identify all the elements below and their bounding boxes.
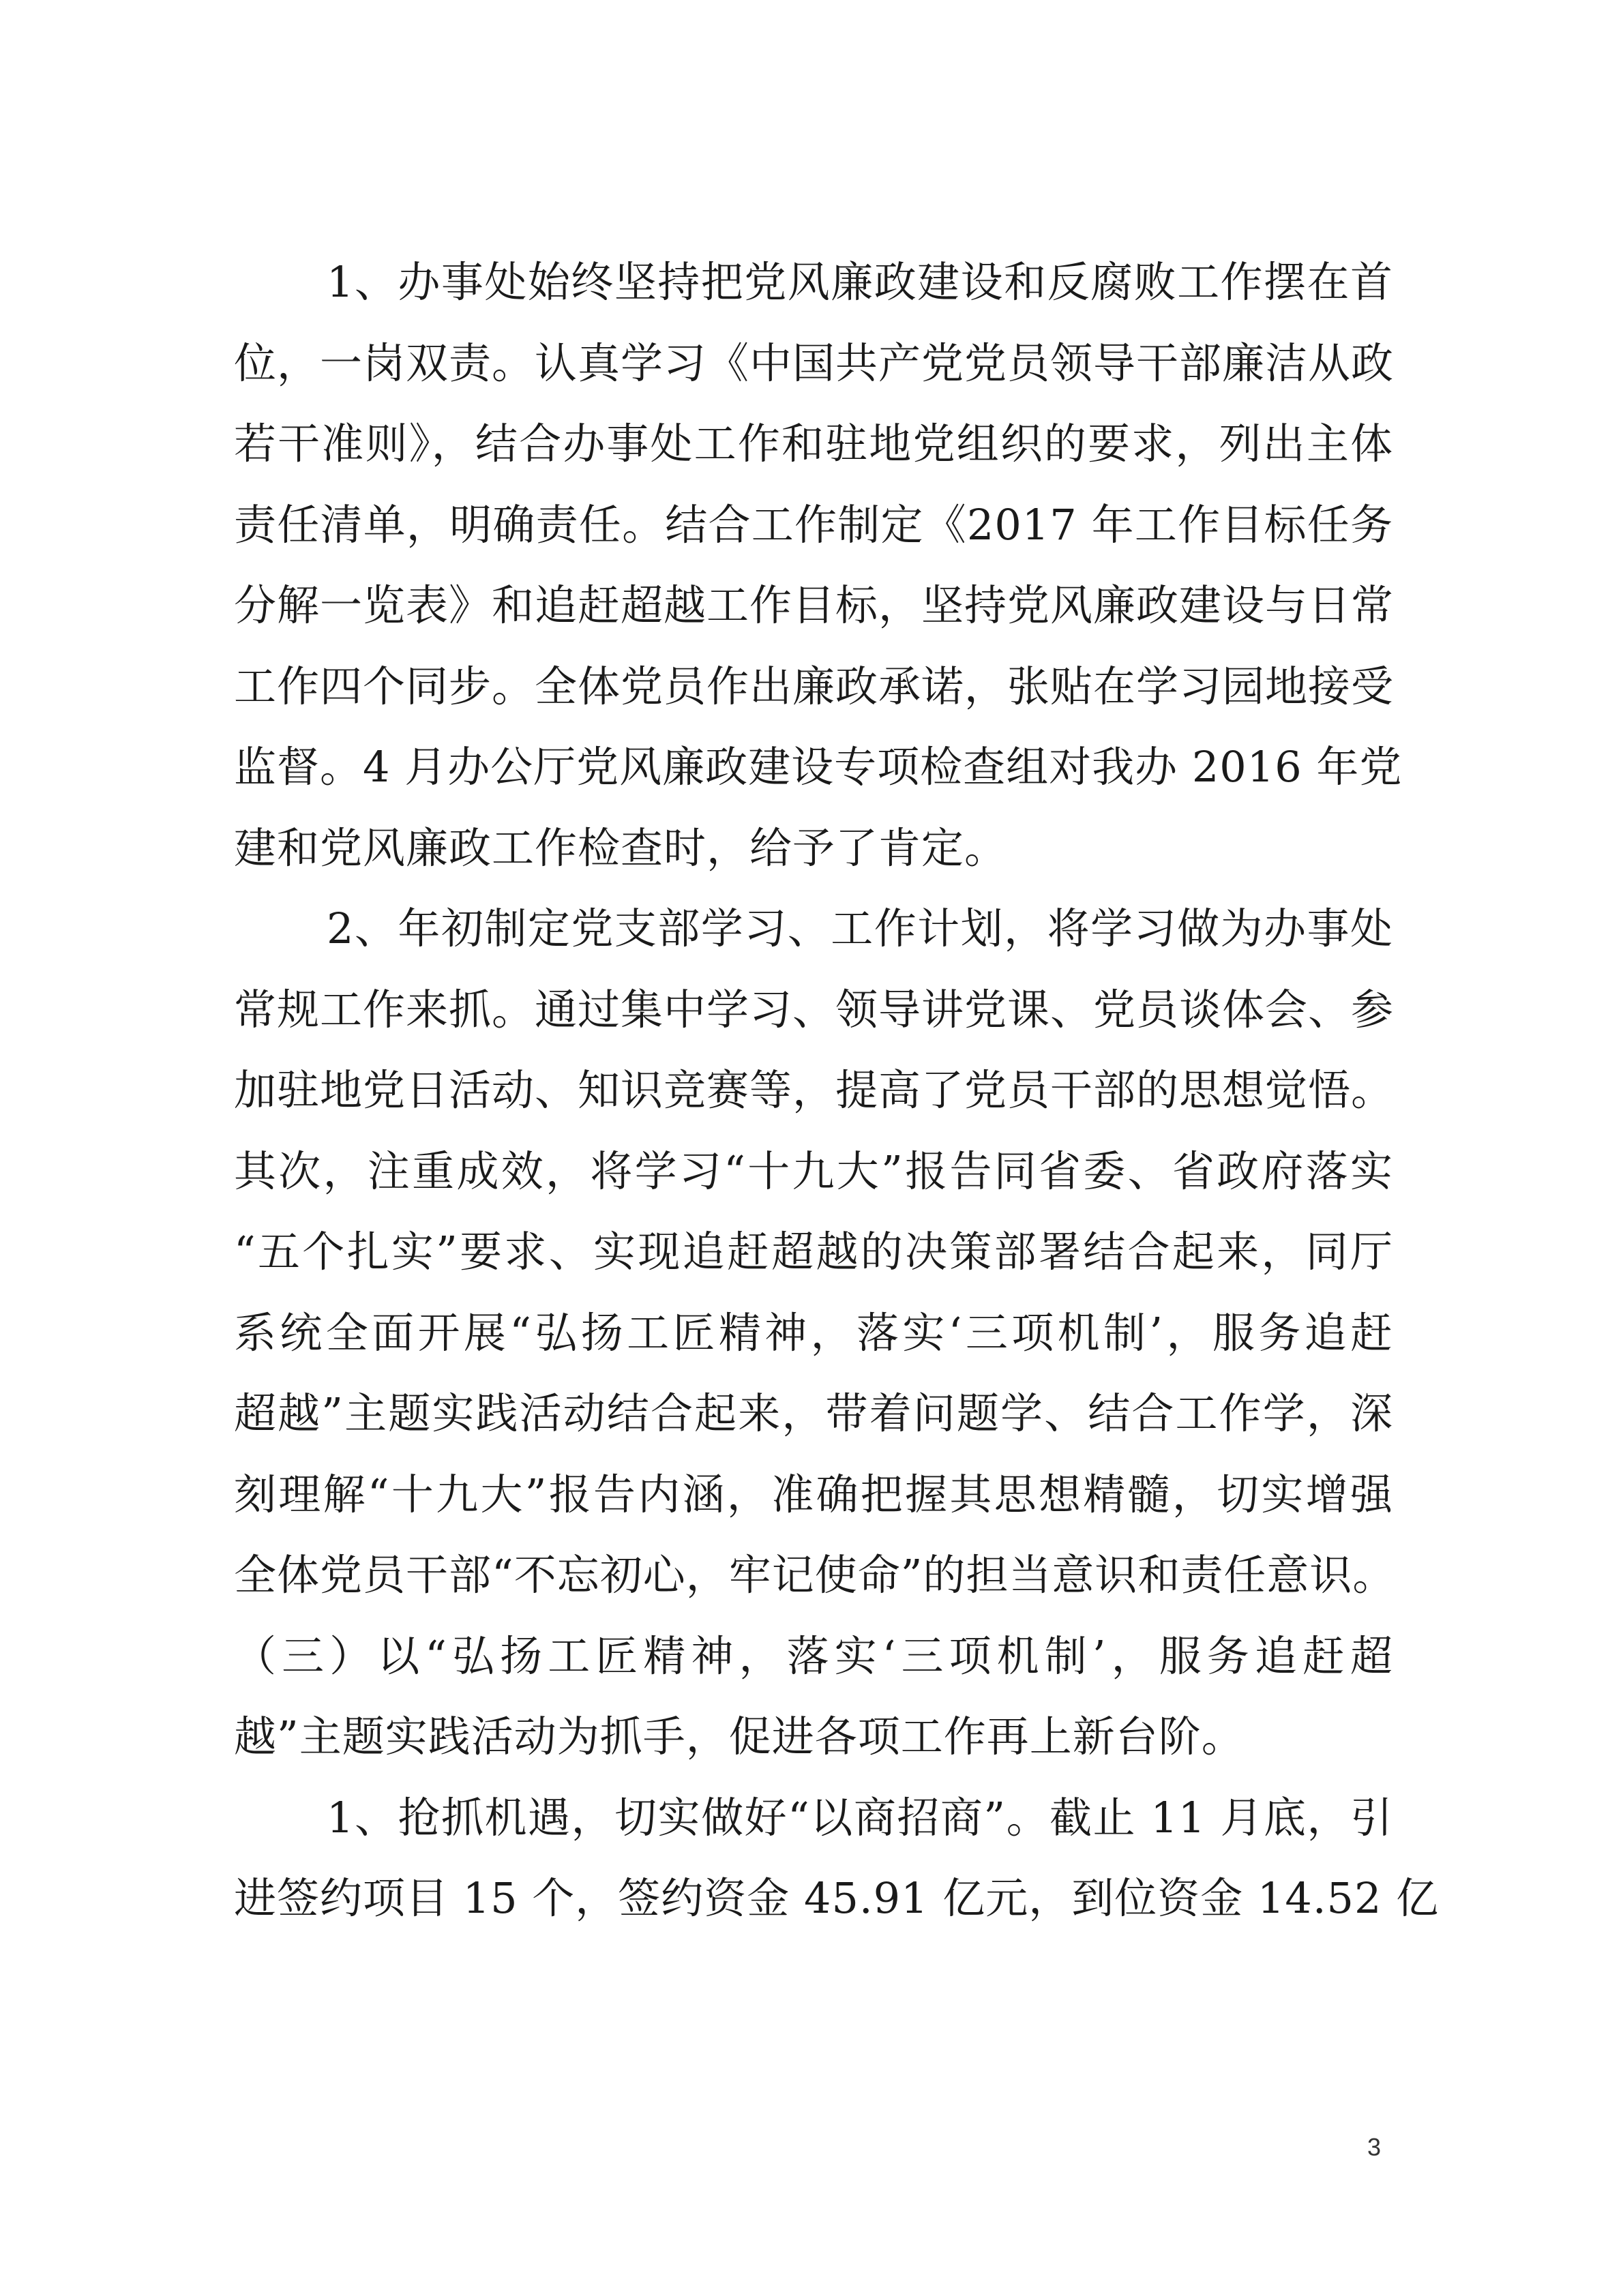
text-line: 若干准则》，结合办事处工作和驻地党组织的要求，列出主体 [234, 419, 1393, 468]
text-line: 系统全面开展“弘扬工匠精神，落实‘三项机制’，服务追赶 [234, 1307, 1393, 1358]
text-line: 其次，注重成效，将学习“十九大”报告同省委、省政府落实 [234, 1146, 1393, 1196]
section-heading-line: （三）以“弘扬工匠精神，落实‘三项机制’，服务追赶超 [234, 1630, 1393, 1681]
text-line: 超越”主题实践活动结合起来，带着问题学、结合工作学，深 [234, 1388, 1393, 1438]
text-line: 全体党员干部“不忘初心，牢记使命”的担当意识和责任意识。 [234, 1550, 1396, 1600]
text-line: 位，一岗双责。认真学习《中国共产党党员领导干部廉洁从政 [234, 338, 1395, 388]
text-line: 责任清单，明确责任。结合工作制定《2017 年工作目标任务 [234, 499, 1393, 550]
document-body [234, 242, 1440, 1939]
text-line: 2、年初制定党支部学习、工作计划，将学习做为办事处 [327, 904, 1393, 953]
text-line: 工作四个同步。全体党员作出廉政承诺，张贴在学习园地接受 [234, 661, 1395, 711]
text-line: “五个扎实”要求、实现追赶超越的决策部署结合起来，同厅 [234, 1227, 1393, 1277]
text-line: 常规工作来抓。通过集中学习、领导讲党课、党员谈体会、参 [234, 984, 1395, 1034]
text-line: 监督。4 月办公厅党风廉政建设专项检查组对我办 2016 年党 [234, 742, 1403, 792]
section-heading-line: 越”主题实践活动为抓手，促进各项工作再上新台阶。 [234, 1712, 1245, 1761]
text-line: 刻理解“十九大”报告内涵，准确把握其思想精髓，切实增强 [234, 1469, 1393, 1519]
page-number: 3 [1367, 2133, 1382, 2161]
text-line: 1、办事处始终坚持把党风廉政建设和反腐败工作摆在首 [327, 257, 1393, 307]
text-line: 分解一览表》和追赶超越工作目标，坚持党风廉政建设与日常 [234, 580, 1395, 630]
text-line: 加驻地党日活动、知识竞赛等，提高了党员干部的思想觉悟。 [234, 1065, 1395, 1115]
text-line: 1、抢抓机遇，切实做好“以商招商”。截止 11 月底，引 [327, 1792, 1393, 1843]
text-line: 进签约项目 15 个，签约资金 45.91 亿元，到位资金 14.52 亿 [234, 1873, 1440, 1923]
text-line: 建和党风廉政工作检查时，给予了肯定。 [234, 822, 1008, 873]
